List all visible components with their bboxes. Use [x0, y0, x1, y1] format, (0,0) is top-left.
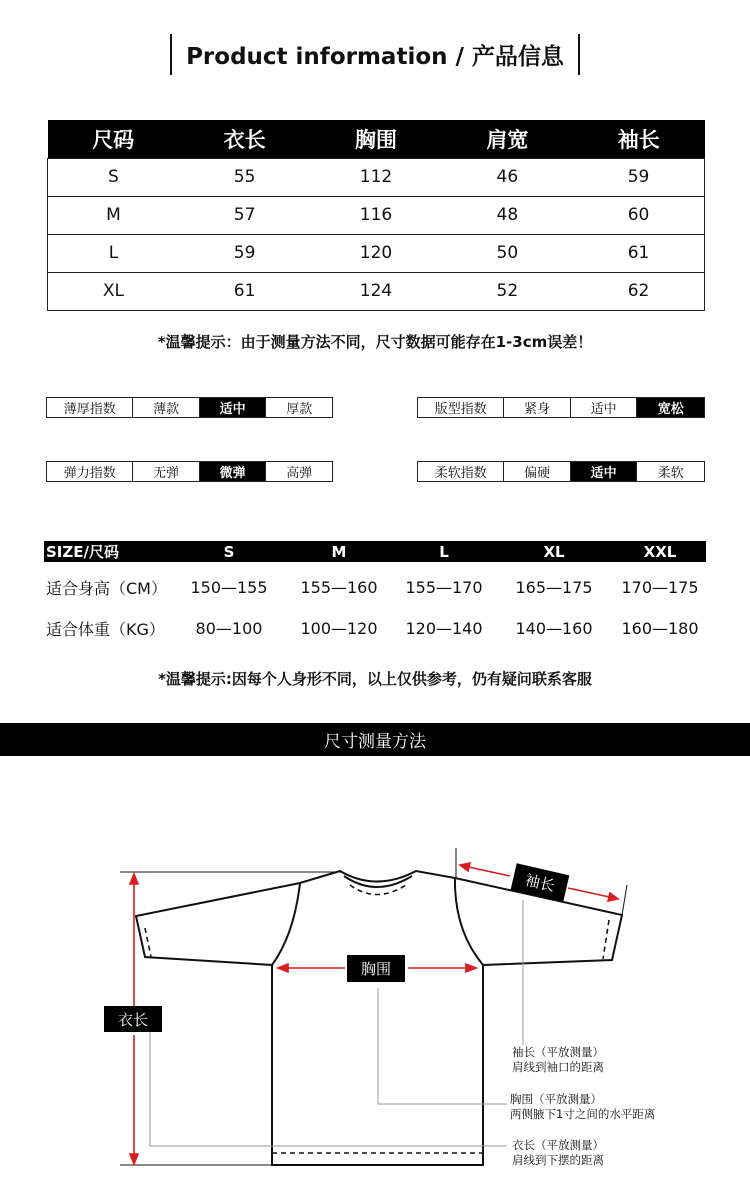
section-title: 尺寸测量方法	[0, 723, 750, 756]
elasticity-index	[46, 461, 333, 482]
fit-cell: 100—120	[300, 619, 378, 638]
thickness-index	[46, 397, 333, 418]
table-cell: L	[48, 234, 179, 272]
caption-title: 胸围（平放测量）	[510, 1092, 602, 1106]
table-cell: 55	[179, 158, 310, 196]
left-armhole	[272, 883, 300, 965]
fit-table-header	[44, 541, 706, 562]
index-option: 厚款	[286, 402, 313, 417]
length-arrow-head-top	[130, 874, 138, 884]
chest-label: 胸围	[347, 955, 405, 982]
table-cell: 120	[310, 234, 441, 272]
table-cell: 62	[573, 272, 704, 310]
caption-title: 衣长（平放测量）	[512, 1138, 604, 1152]
table-cell: XL	[48, 272, 179, 310]
header-chest: 胸围	[310, 120, 441, 158]
table-cell: 124	[310, 272, 441, 310]
header-sleeve: 袖长	[573, 120, 704, 158]
sleeve-arrow-left	[464, 866, 510, 876]
sleeve-arrow-head-right	[608, 893, 618, 901]
table-cell: 116	[310, 196, 441, 234]
index-label: 版型指数	[418, 398, 504, 417]
size-table	[47, 120, 705, 311]
index-label: 弹力指数	[47, 462, 133, 481]
sleeve-caption	[512, 1045, 604, 1075]
fit-cell: 160—180	[621, 619, 699, 638]
fit-row-label: 适合身高（CM）	[46, 579, 167, 598]
index-option: 适中	[571, 398, 638, 417]
table-row	[48, 196, 705, 234]
measurement-note: *温馨提示：由于测量方法不同，尺寸数据可能存在1-3cm误差！	[157, 333, 593, 351]
table-cell: 48	[442, 196, 573, 234]
caption-desc: 两侧腋下1寸之间的水平距离	[510, 1107, 656, 1121]
length-label: 衣长	[104, 1006, 162, 1032]
height-row	[44, 576, 706, 599]
header-length: 衣长	[179, 120, 310, 158]
length-arrow-head-bottom	[130, 1154, 138, 1164]
softness-index	[417, 461, 705, 482]
table-cell: 46	[442, 158, 573, 196]
table-cell: 50	[442, 234, 573, 272]
table-cell: 61	[573, 234, 704, 272]
index-option: 柔软	[657, 466, 684, 481]
fit-cell: 155—170	[405, 578, 483, 597]
table-cell: S	[48, 158, 179, 196]
header-shoulder: 肩宽	[442, 120, 573, 158]
table-cell: 59	[573, 158, 704, 196]
fit-cell: 150—155	[190, 578, 268, 597]
sleeve-label: 袖长	[511, 863, 570, 901]
table-row	[48, 234, 705, 272]
chest-arrow-head-left	[278, 964, 288, 972]
table-cell: 112	[310, 158, 441, 196]
fit-cell: 165—175	[515, 578, 593, 597]
chest-caption	[510, 1092, 655, 1122]
fit-header-s: S	[223, 542, 235, 561]
caption-desc: 肩线到袖口的距离	[512, 1060, 604, 1074]
index-option: 高弹	[286, 466, 313, 481]
caption-title: 袖长（平放测量）	[512, 1045, 604, 1059]
fit-cell: 120—140	[405, 619, 483, 638]
page-title-wrap	[0, 34, 750, 75]
chest-leader-line	[378, 988, 507, 1104]
index-option: 薄款	[133, 398, 200, 417]
fit-header-m: M	[331, 542, 347, 561]
length-leader-line	[150, 1030, 507, 1146]
index-option-selected: 微弹	[200, 462, 267, 481]
index-label: 薄厚指数	[47, 398, 133, 417]
index-option: 紧身	[504, 398, 571, 417]
table-cell: 59	[179, 234, 310, 272]
right-armhole	[455, 878, 483, 965]
index-option: 偏硬	[504, 462, 571, 481]
weight-row	[44, 617, 706, 640]
table-cell: 57	[179, 196, 310, 234]
index-option-selected: 适中	[571, 462, 638, 481]
fit-header-size: SIZE/尺码	[46, 543, 119, 561]
body-shape-note: *温馨提示:因每个人身形不同，以上仅供参考，仍有疑问联系客服	[158, 670, 592, 688]
length-caption	[512, 1138, 604, 1168]
index-label: 柔软指数	[418, 462, 504, 481]
fit-row-label: 适合体重（KG）	[46, 620, 165, 639]
size-table-header	[48, 120, 705, 158]
fit-header-xxl: XXL	[643, 542, 677, 561]
fit-cell: 140—160	[515, 619, 593, 638]
table-row	[48, 272, 705, 310]
sleeve-arrow-right	[568, 888, 614, 898]
table-row	[48, 158, 705, 196]
fit-header-l: L	[439, 542, 449, 561]
left-cuff-stitch	[145, 928, 151, 957]
table-cell: 60	[573, 196, 704, 234]
page-title: Product information / 产品信息	[170, 34, 580, 75]
sleeve-arrow-head-left	[460, 863, 470, 871]
table-cell: M	[48, 196, 179, 234]
index-option-selected: 宽松	[637, 398, 704, 417]
header-size: 尺码	[48, 120, 179, 158]
fit-cell: 170—175	[621, 578, 699, 597]
sleeve-end-line	[622, 885, 627, 915]
right-cuff-stitch	[603, 920, 609, 959]
chest-arrow-head-right	[466, 964, 476, 972]
index-option-selected: 适中	[200, 398, 267, 417]
fit-index	[417, 397, 705, 418]
fit-header-xl: XL	[543, 542, 565, 561]
caption-desc: 肩线到下摆的距离	[512, 1153, 604, 1167]
table-cell: 52	[442, 272, 573, 310]
fit-cell: 155—160	[300, 578, 378, 597]
fit-cell: 80—100	[195, 619, 263, 638]
index-option: 无弹	[133, 462, 200, 481]
table-cell: 61	[179, 272, 310, 310]
